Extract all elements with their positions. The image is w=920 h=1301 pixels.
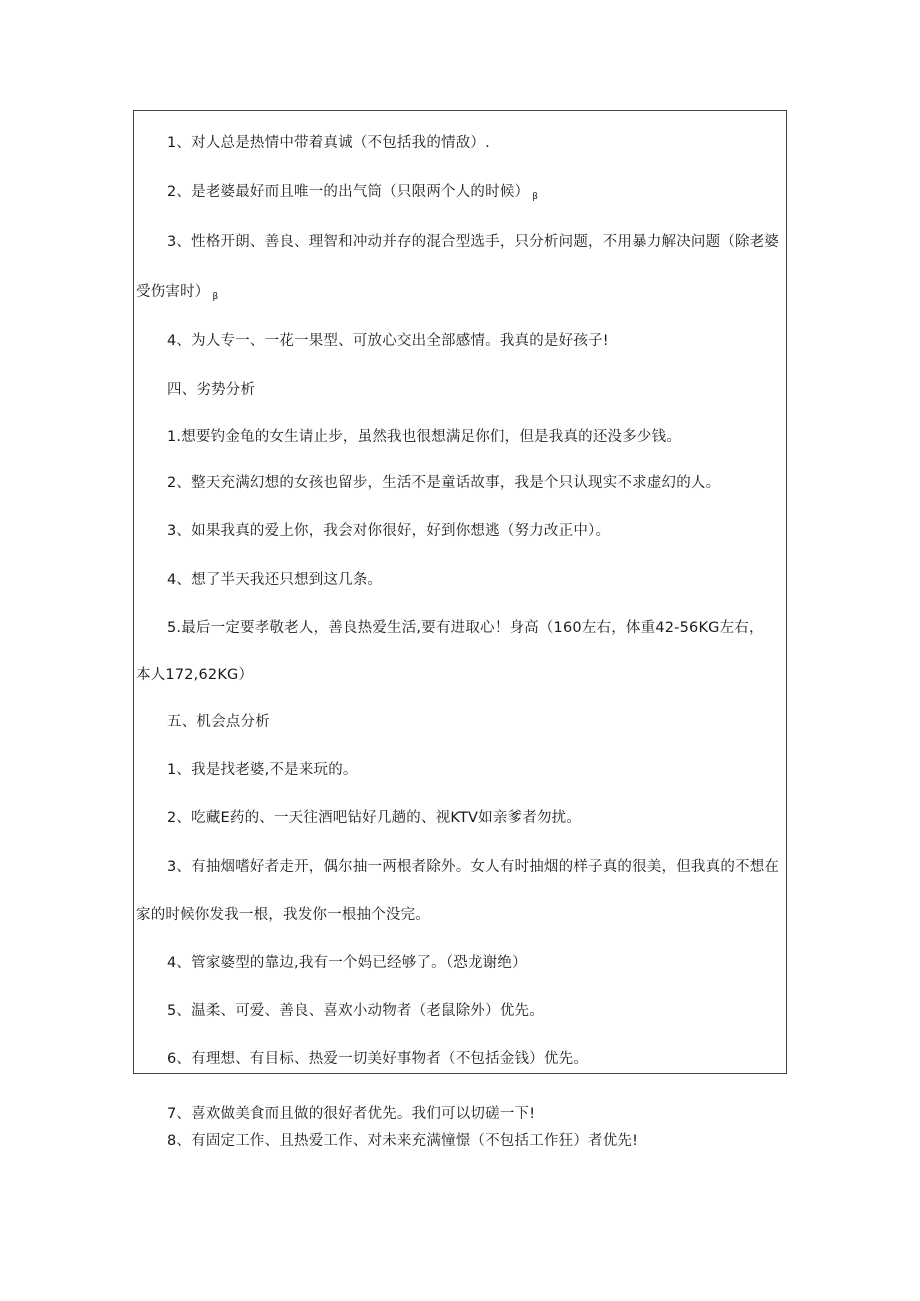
text-line: 本人172,62KG） <box>136 667 254 683</box>
text-line: 8、有固定工作、且热爱工作、对未来充满憧憬（不包括工作狂）者优先! <box>167 1133 639 1149</box>
text-line: 受伤害时） $_\beta$ <box>136 284 219 302</box>
text-line: 2、是老婆最好而且唯一的出气筒（只限两个人的时候） $_\beta$ <box>167 184 539 202</box>
table-frame <box>133 110 787 1074</box>
text-line: 5、温柔、可爱、善良、喜欢小动物者（老鼠除外）优先。 <box>167 1003 544 1019</box>
text-line: 7、喜欢做美食而且做的很好者优先。我们可以切磋一下! <box>167 1106 536 1122</box>
text-line: 5.最后一定要孝敬老人，善良热爱生活,要有进取心！身高（160左右，体重42-56KG左右， <box>167 620 764 636</box>
text-line: 家的时候你发我一根，我发你一根抽个没完。 <box>136 907 430 923</box>
text-line: 6、有理想、有目标、热爱一切美好事物者（不包括金钱）优先。 <box>167 1051 589 1067</box>
section-heading: 五、机会点分析 <box>167 714 270 730</box>
text-line: 1、我是找老婆,不是来玩的。 <box>167 762 358 778</box>
section-heading: 四、劣势分析 <box>167 382 256 398</box>
text-line: 2、吃藏E药的、一天往酒吧钻好几趟的、视KTV如亲爹者勿扰。 <box>167 810 582 826</box>
text-line: 1.想要钓金龟的女生请止步，虽然我也很想满足你们，但是我真的还没多少钱。 <box>167 429 682 445</box>
footnote-mark: β <box>532 192 539 202</box>
text-line: 1、对人总是热情中带着真诚（不包括我的情敌）. <box>167 135 490 151</box>
text-line: 4、想了半天我还只想到这几条。 <box>167 572 383 588</box>
text-line: 3、如果我真的爱上你，我会对你很好，好到你想逃（努力改正中）。 <box>167 523 611 539</box>
text-line: 4、管家婆型的靠边,我有一个妈已经够了。（恐龙谢绝） <box>167 955 527 971</box>
text-line: 2、整天充满幻想的女孩也留步，生活不是童话故事，我是个只认现实不求虚幻的人。 <box>167 475 721 491</box>
footnote-mark: β <box>212 292 219 302</box>
text-line: 4、为人专一、一花一果型、可放心交出全部感情。我真的是好孩子! <box>167 333 609 349</box>
text-line: 3、性格开朗、善良、理智和冲动并存的混合型选手，只分析问题，不用暴力解决问题（除老婆 <box>167 234 780 250</box>
text-line: 3、有抽烟嗜好者走开，偶尔抽一两根者除外。女人有时抽烟的样子真的很美，但我真的不想在 <box>167 859 780 875</box>
